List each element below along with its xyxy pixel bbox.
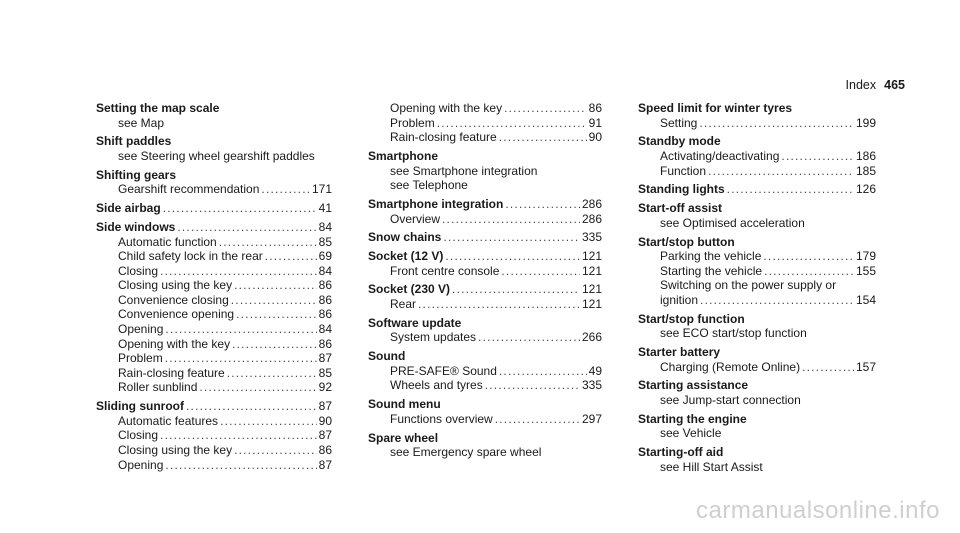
page-ref: 121 <box>581 249 602 264</box>
index-subentry <box>638 360 876 375</box>
index-heading <box>368 316 602 331</box>
index-heading <box>368 431 602 446</box>
index-subentry <box>368 101 602 116</box>
index-entry <box>638 134 876 178</box>
index-subentry <box>368 378 602 393</box>
index-heading-text: Standby mode <box>638 134 721 149</box>
index-heading-text: Spare wheel <box>368 430 439 445</box>
index-subentry <box>368 264 602 279</box>
page-ref: 86 <box>588 101 602 115</box>
index-heading-text: Setting the map scale <box>96 101 220 115</box>
index-subentry <box>368 164 602 179</box>
dot-leader <box>236 307 317 322</box>
dot-leader <box>437 116 587 131</box>
page-ref: 84 <box>318 219 332 234</box>
index-heading <box>368 397 602 412</box>
index-subentry <box>96 351 332 366</box>
index-heading <box>638 101 876 116</box>
index-subentry-text: ignition <box>660 292 699 307</box>
index-subentry-text: see Emergency spare wheel <box>390 445 542 460</box>
index-entry <box>96 134 332 163</box>
dot-leader <box>220 414 317 429</box>
page-ref: 155 <box>855 263 876 278</box>
dot-leader <box>485 378 580 393</box>
dot-leader <box>442 212 580 227</box>
index-subentry-text: Opening with the key <box>118 336 231 351</box>
index-heading-text: Standing lights <box>638 182 725 197</box>
index-subentry-text: see Jump-start connection <box>660 393 801 407</box>
index-subentry-text: Closing using the key <box>118 278 233 293</box>
index-entry <box>368 316 602 345</box>
dot-leader <box>699 116 854 131</box>
index-heading <box>638 345 876 360</box>
page-ref: 86 <box>318 278 332 293</box>
index-heading <box>638 378 876 393</box>
watermark-text: carmanualsonline.info <box>696 497 940 524</box>
index-heading-text: Starting the engine <box>638 411 747 426</box>
index-entry <box>638 312 876 341</box>
section-label: Index <box>845 78 877 92</box>
index-heading-text: Smartphone integration <box>368 196 504 211</box>
dot-leader <box>764 264 854 279</box>
index-subentry-text: see Optimised acceleration <box>660 215 805 230</box>
index-subentry-text: Closing <box>118 263 159 278</box>
index-subentry <box>638 164 876 179</box>
dot-leader <box>219 235 317 250</box>
index-subentry-text: Automatic function <box>118 234 217 249</box>
page-ref: 266 <box>581 330 602 345</box>
index-heading <box>96 101 332 116</box>
dot-leader <box>802 360 854 375</box>
index-subentry-text: Activating/deactivating <box>660 148 780 163</box>
index-heading-text: Snow chains <box>368 230 442 245</box>
dot-leader <box>445 249 580 264</box>
page-header <box>846 78 905 92</box>
page-ref: 69 <box>318 249 332 264</box>
dot-leader <box>234 278 317 293</box>
index-subentry <box>638 149 876 164</box>
page-ref: 185 <box>855 163 876 178</box>
index-subentry-text: Function <box>660 163 707 178</box>
index-subentry-text: Switching on the power supply or <box>660 278 837 293</box>
dot-leader <box>261 182 310 197</box>
index-heading <box>96 134 332 149</box>
index-subentry <box>96 414 332 429</box>
index-subentry-text: Convenience closing <box>118 292 229 307</box>
index-heading <box>368 230 602 245</box>
index-subentry <box>638 326 876 341</box>
index-subentry <box>96 443 332 458</box>
index-entry <box>368 349 602 393</box>
page-ref: 87 <box>318 399 332 414</box>
index-subentry <box>96 264 332 279</box>
dot-leader <box>505 197 580 212</box>
index-entry <box>96 101 332 130</box>
index-heading-text: Starter battery <box>638 345 721 360</box>
dot-leader <box>163 201 317 216</box>
index-heading-text: Start-off assist <box>638 201 723 216</box>
index-entry <box>368 282 602 311</box>
dot-leader <box>504 101 587 116</box>
index-subentry <box>638 216 876 231</box>
dot-leader <box>499 364 587 379</box>
index-heading <box>96 168 332 183</box>
index-heading-text: Shifting gears <box>96 167 177 182</box>
dot-leader <box>160 428 317 443</box>
index-subentry-text: Convenience opening <box>118 307 235 322</box>
index-heading <box>638 445 876 460</box>
page-ref: 91 <box>588 115 602 130</box>
index-heading-text: Starting assistance <box>638 378 749 393</box>
dot-leader <box>781 149 854 164</box>
index-subentry <box>96 458 332 473</box>
index-subentry <box>96 380 332 395</box>
index-subentry <box>638 293 876 308</box>
page-ref: 49 <box>588 363 602 378</box>
index-subentry <box>96 307 332 322</box>
index-subentry-text: Rear <box>390 297 417 312</box>
index-subentry-text: see ECO start/stop function <box>660 326 807 341</box>
page-ref: 126 <box>855 182 876 197</box>
index-heading-text: Sound menu <box>368 397 441 412</box>
dot-leader <box>443 230 580 245</box>
index-subentry <box>638 426 876 441</box>
index-subentry-text: Front centre console <box>390 263 500 278</box>
index-column-3 <box>638 101 876 479</box>
dot-leader <box>499 130 587 145</box>
index-entry <box>368 101 602 145</box>
index-subentry-text: Automatic features <box>118 413 219 428</box>
index-subentry <box>368 212 602 227</box>
index-subentry-text: see Telephone <box>390 178 468 193</box>
page-ref: 85 <box>318 234 332 249</box>
index-subentry-text: see Vehicle <box>660 426 722 441</box>
index-heading <box>368 249 602 264</box>
index-heading <box>368 149 602 164</box>
index-subentry <box>638 460 876 475</box>
index-subentry <box>638 278 876 293</box>
index-heading-text: Side airbag <box>96 201 161 216</box>
index-heading <box>96 399 332 414</box>
index-entry <box>96 168 332 197</box>
index-heading <box>368 197 602 212</box>
index-subentry <box>368 412 602 427</box>
index-entry <box>96 220 332 395</box>
page-ref: 154 <box>855 292 876 307</box>
dot-leader <box>165 322 316 337</box>
page-ref: 86 <box>318 292 332 307</box>
index-subentry-text: Closing using the key <box>118 443 233 457</box>
index-subentry-text: see Smartphone integration <box>390 163 538 178</box>
index-entry <box>638 378 876 407</box>
index-subentry <box>96 278 332 293</box>
index-subentry-text: Functions overview <box>390 411 493 426</box>
index-subentry-text: Problem <box>118 351 163 366</box>
index-heading-text: Software update <box>368 315 462 330</box>
index-heading-text: Speed limit for winter tyres <box>638 101 793 115</box>
page-ref: 121 <box>581 263 602 278</box>
index-heading <box>96 220 332 235</box>
page-ref: 84 <box>318 322 332 337</box>
index-entry <box>638 445 876 474</box>
index-subentry <box>368 178 602 193</box>
index-subentry-text: Rain-closing feature <box>118 365 225 380</box>
dot-leader <box>478 330 580 345</box>
dot-leader <box>501 264 580 279</box>
dot-leader <box>234 443 317 458</box>
index-subentry-text: Child safety lock in the rear <box>118 249 263 264</box>
index-subentry-text: Charging (Remote Online) <box>660 359 801 374</box>
page-ref: 86 <box>318 443 332 457</box>
page-ref: 90 <box>318 413 332 428</box>
index-entry <box>638 182 876 197</box>
dot-leader <box>495 412 580 427</box>
index-subentry-text: see Hill Start Assist <box>660 459 763 474</box>
index-subentry-text: Opening with the key <box>390 101 503 115</box>
index-subentry <box>96 249 332 264</box>
index-heading <box>638 412 876 427</box>
index-heading-text: Shift paddles <box>96 134 172 149</box>
dot-leader <box>727 182 854 197</box>
index-subentry <box>96 428 332 443</box>
dot-leader <box>227 366 317 381</box>
page-ref: 92 <box>318 380 332 395</box>
index-subentry <box>96 149 332 164</box>
index-subentry <box>368 297 602 312</box>
page-ref: 86 <box>318 307 332 322</box>
index-subentry <box>96 182 332 197</box>
dot-leader <box>177 220 316 235</box>
index-entry <box>368 230 602 245</box>
index-heading-text: Socket (12 V) <box>368 249 444 264</box>
index-subentry <box>638 249 876 264</box>
page-ref: 179 <box>855 249 876 264</box>
dot-leader <box>265 249 317 264</box>
index-subentry <box>96 235 332 250</box>
index-heading <box>638 134 876 149</box>
index-subentry <box>96 322 332 337</box>
index-subentry-text: Starting the vehicle <box>660 263 763 278</box>
page-ref: 90 <box>588 130 602 145</box>
index-subentry-text: System updates <box>390 330 477 345</box>
index-subentry <box>96 116 332 131</box>
index-subentry-text: Parking the vehicle <box>660 249 762 264</box>
index-subentry-text: Gearshift recommendation <box>118 182 260 197</box>
index-subentry-text: Overview <box>390 211 441 226</box>
index-column-2 <box>368 101 602 464</box>
index-heading <box>638 182 876 197</box>
index-subentry <box>368 116 602 131</box>
dot-leader <box>232 337 317 352</box>
page-ref: 87 <box>318 351 332 366</box>
index-heading <box>96 201 332 216</box>
index-subentry <box>368 364 602 379</box>
dot-leader <box>418 297 580 312</box>
index-heading-text: Sliding sunroof <box>96 399 184 414</box>
index-subentry-text: Closing <box>118 428 159 443</box>
dot-leader <box>231 293 317 308</box>
index-entry <box>368 149 602 193</box>
index-subentry-text: Roller sunblind <box>118 380 198 395</box>
index-entry <box>638 412 876 441</box>
page-ref: 186 <box>855 148 876 163</box>
page-ref: 171 <box>311 182 332 197</box>
index-heading-text: Smartphone <box>368 148 439 163</box>
dot-leader <box>700 293 854 308</box>
index-subentry-text: Setting <box>660 115 698 130</box>
page-ref: 85 <box>318 365 332 380</box>
index-entry <box>638 101 876 130</box>
index-heading <box>368 349 602 364</box>
index-subentry <box>368 330 602 345</box>
page-ref: 297 <box>581 411 602 426</box>
dot-leader <box>763 249 854 264</box>
page-ref: 84 <box>318 263 332 278</box>
index-heading <box>638 312 876 327</box>
index-subentry-text: see Steering wheel gearshift paddles <box>118 148 315 163</box>
dot-leader <box>165 351 317 366</box>
page-ref: 86 <box>318 336 332 351</box>
index-heading <box>638 235 876 250</box>
index-subentry-text: Wheels and tyres <box>390 378 483 393</box>
index-heading-text: Socket (230 V) <box>368 282 451 297</box>
index-heading-text: Sound <box>368 349 406 364</box>
page-ref: 286 <box>581 196 602 211</box>
index-heading <box>638 201 876 216</box>
index-subentry-text: see Map <box>118 115 165 130</box>
page-ref: 199 <box>855 115 876 130</box>
index-heading-text: Side windows <box>96 219 176 234</box>
index-subentry <box>96 293 332 308</box>
page-ref: 41 <box>318 201 332 216</box>
page-ref: 286 <box>581 211 602 226</box>
index-entry <box>368 397 602 426</box>
index-subentry-text: Opening <box>118 457 164 472</box>
dot-leader <box>708 164 854 179</box>
page-number: 465 <box>884 78 905 92</box>
dot-leader <box>199 380 316 395</box>
index-subentry <box>638 116 876 131</box>
page-ref: 157 <box>855 359 876 374</box>
index-column-1 <box>96 101 332 476</box>
index-subentry <box>638 393 876 408</box>
index-subentry <box>368 445 602 460</box>
index-entry <box>638 345 876 374</box>
index-heading-text: Start/stop function <box>638 311 745 326</box>
dot-leader <box>186 399 317 414</box>
index-heading <box>368 282 602 297</box>
index-subentry-text: Opening <box>118 322 164 337</box>
index-subentry-text: Problem <box>390 115 435 130</box>
index-subentry <box>638 264 876 279</box>
index-entry <box>638 235 876 308</box>
page-ref: 121 <box>581 282 602 297</box>
index-subentry-text: Rain-closing feature <box>390 130 497 145</box>
page-ref: 121 <box>581 297 602 312</box>
index-entry <box>368 197 602 226</box>
page-ref: 335 <box>581 378 602 393</box>
dot-leader <box>452 282 580 297</box>
index-subentry <box>96 366 332 381</box>
index-entry <box>638 201 876 230</box>
page-ref: 87 <box>318 457 332 472</box>
dot-leader <box>165 458 316 473</box>
page-ref: 87 <box>318 428 332 443</box>
dot-leader <box>160 264 317 279</box>
index-entry <box>96 399 332 472</box>
index-heading-text: Start/stop button <box>638 234 735 249</box>
index-heading-text: Starting-off aid <box>638 445 724 460</box>
index-entry <box>368 431 602 460</box>
index-entry <box>96 201 332 216</box>
index-subentry <box>96 337 332 352</box>
page-ref: 335 <box>581 230 602 245</box>
index-entry <box>368 249 602 278</box>
index-subentry-text: PRE-SAFE® Sound <box>390 363 497 378</box>
index-subentry <box>368 130 602 145</box>
